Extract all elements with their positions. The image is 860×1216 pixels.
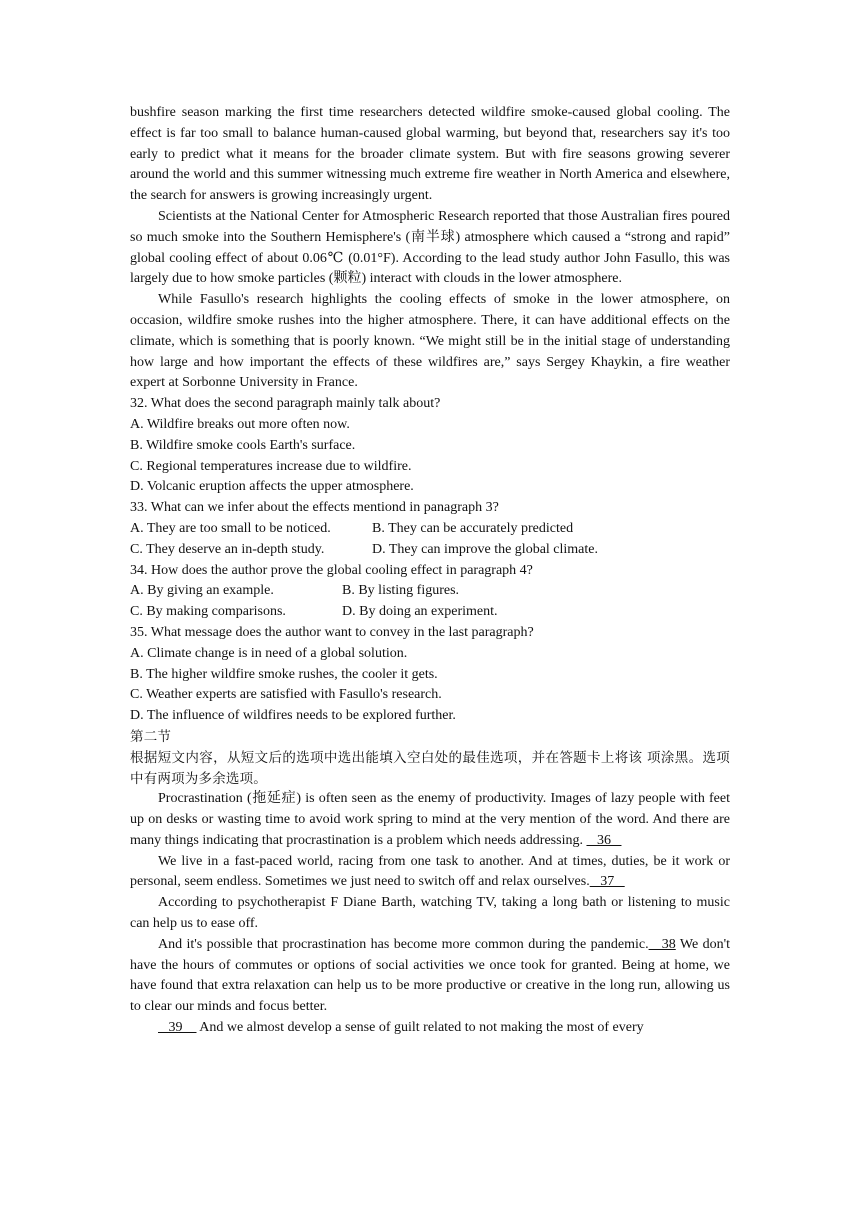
option-row (130, 602, 730, 623)
section-instructions: 根据短文内容，从短文后的选项中选出能填入空白处的最佳选项，并在答题卡上将该 项涂黑。选项中有两项为多余选项。 (130, 749, 730, 787)
cloze-paragraph-3: According to psychotherapist F Diane Barth, watching TV, taking a long bath or listening to music can help us to ease off. (130, 895, 730, 932)
option-c: C. By making comparisons. (130, 604, 286, 620)
option-c: C. Weather experts are satisfied with Fasullo's research. (130, 687, 442, 703)
question-stem: 32. What does the second paragraph mainly talk about? (130, 396, 441, 412)
passage-paragraph-2: Scientists at the National Center for Atmospheric Research reported that those Australian fires poured so much smoke into the Southern Hemisphere's (南半球) atmosphere which caused a “strong and rapid” global cooling effect of about 0.06℃ (0.01°F). According to the lead study author John Fasullo, this was largely due to how smoke particles (颗粒) interact with clouds in the lower atmosphere. (130, 208, 730, 287)
question-stem: 35. What message does the author want to convey in the last paragraph? (130, 624, 534, 640)
question-35 (130, 623, 730, 727)
option-b: B. They can be accurately predicted (372, 520, 574, 536)
cloze-paragraph-1 (130, 789, 730, 851)
cloze-paragraph-4 (130, 935, 730, 1018)
option-b: B. Wildfire smoke cools Earth's surface. (130, 437, 356, 453)
question-stem: 33. What can we infer about the effects mentiond in panagraph 3? (130, 500, 499, 516)
cloze-paragraph-5 (130, 1018, 730, 1039)
option-d: D. Volcanic eruption affects the upper atmosphere. (130, 479, 414, 495)
option-c: C. They deserve an in-depth study. (130, 541, 325, 557)
option-d: D. By doing an experiment. (342, 604, 498, 620)
option-row (130, 519, 730, 540)
cloze-paragraph-2 (130, 852, 730, 894)
section-heading: 第二节 (130, 728, 172, 745)
option-row (130, 540, 730, 561)
option-a: A. They are too small to be noticed. (130, 520, 331, 536)
option-b: B. The higher wildfire smoke rushes, the cooler it gets. (130, 666, 438, 682)
option-d: D. The influence of wildfires needs to be explored further. (130, 708, 456, 724)
cloze-text: We live in a fast-paced world, racing from one task to another. And at times, duties, be it work or personal, seem endless. Sometimes we just need to switch off and relax ourselves. (130, 853, 730, 890)
blank-39: 39 (158, 1020, 197, 1036)
cloze-text: We don't have the hours of commutes or options of social activities we once took for granted. Being at home, we have found that extra relaxation can help us to be more productive or creative in the long run, allowing us to clear our minds and focus better. (130, 936, 731, 1015)
cloze-text: And we almost develop a sense of guilt related to not making the most of every (196, 1020, 644, 1036)
blank-36: 36 (586, 832, 622, 848)
option-c: C. Regional temperatures increase due to wildfire. (130, 458, 412, 474)
cloze-text: Procrastination (拖延症) is often seen as the enemy of productivity. Images of lazy people with feet up on desks or wasting time to avoid work spring to mind at the very mention of the word. And there are many things indicating that procrastination is a problem which needs addressing. (130, 791, 730, 848)
option-row (130, 581, 730, 602)
option-d: D. They can improve the global climate. (372, 541, 599, 557)
question-34 (130, 561, 730, 623)
passage-paragraph-3: While Fasullo's research highlights the cooling effects of smoke in the lower atmosphere, on occasion, wildfire smoke rushes into the higher atmosphere. There, it can have additional effects on the climate, which is something that is poorly known. “We might still be in the initial stage of understanding how large and how important the effects of these wildfires are,” says Sergey Khaykin, a fire weather expert at Sorbonne University in France. (130, 292, 730, 391)
option-b: B. By listing figures. (342, 583, 460, 599)
question-32 (130, 394, 730, 498)
blank-37: 37 (589, 874, 625, 890)
blank-38: 38 (648, 936, 676, 952)
question-stem: 34. How does the author prove the global cooling effect in paragraph 4? (130, 562, 533, 578)
passage-paragraph-1: bushfire season marking the first time researchers detected wildfire smoke-caused global cooling. The effect is far too small to balance human-caused global warming, but beyond that, researchers say it's too early to predict what it means for the broader climate system. But with fire seasons growing severer around the world and this summer witnessing much extreme fire weather in North America and elsewhere, the search for answers is growing increasingly urgent. (130, 105, 730, 204)
option-a: A. Climate change is in need of a global solution. (130, 645, 408, 661)
question-33 (130, 498, 730, 560)
option-a: A. Wildfire breaks out more often now. (130, 416, 350, 432)
option-a: A. By giving an example. (130, 583, 274, 599)
cloze-text: And it's possible that procrastination has become more common during the pandemic. (158, 936, 649, 952)
document-page (130, 103, 730, 1039)
